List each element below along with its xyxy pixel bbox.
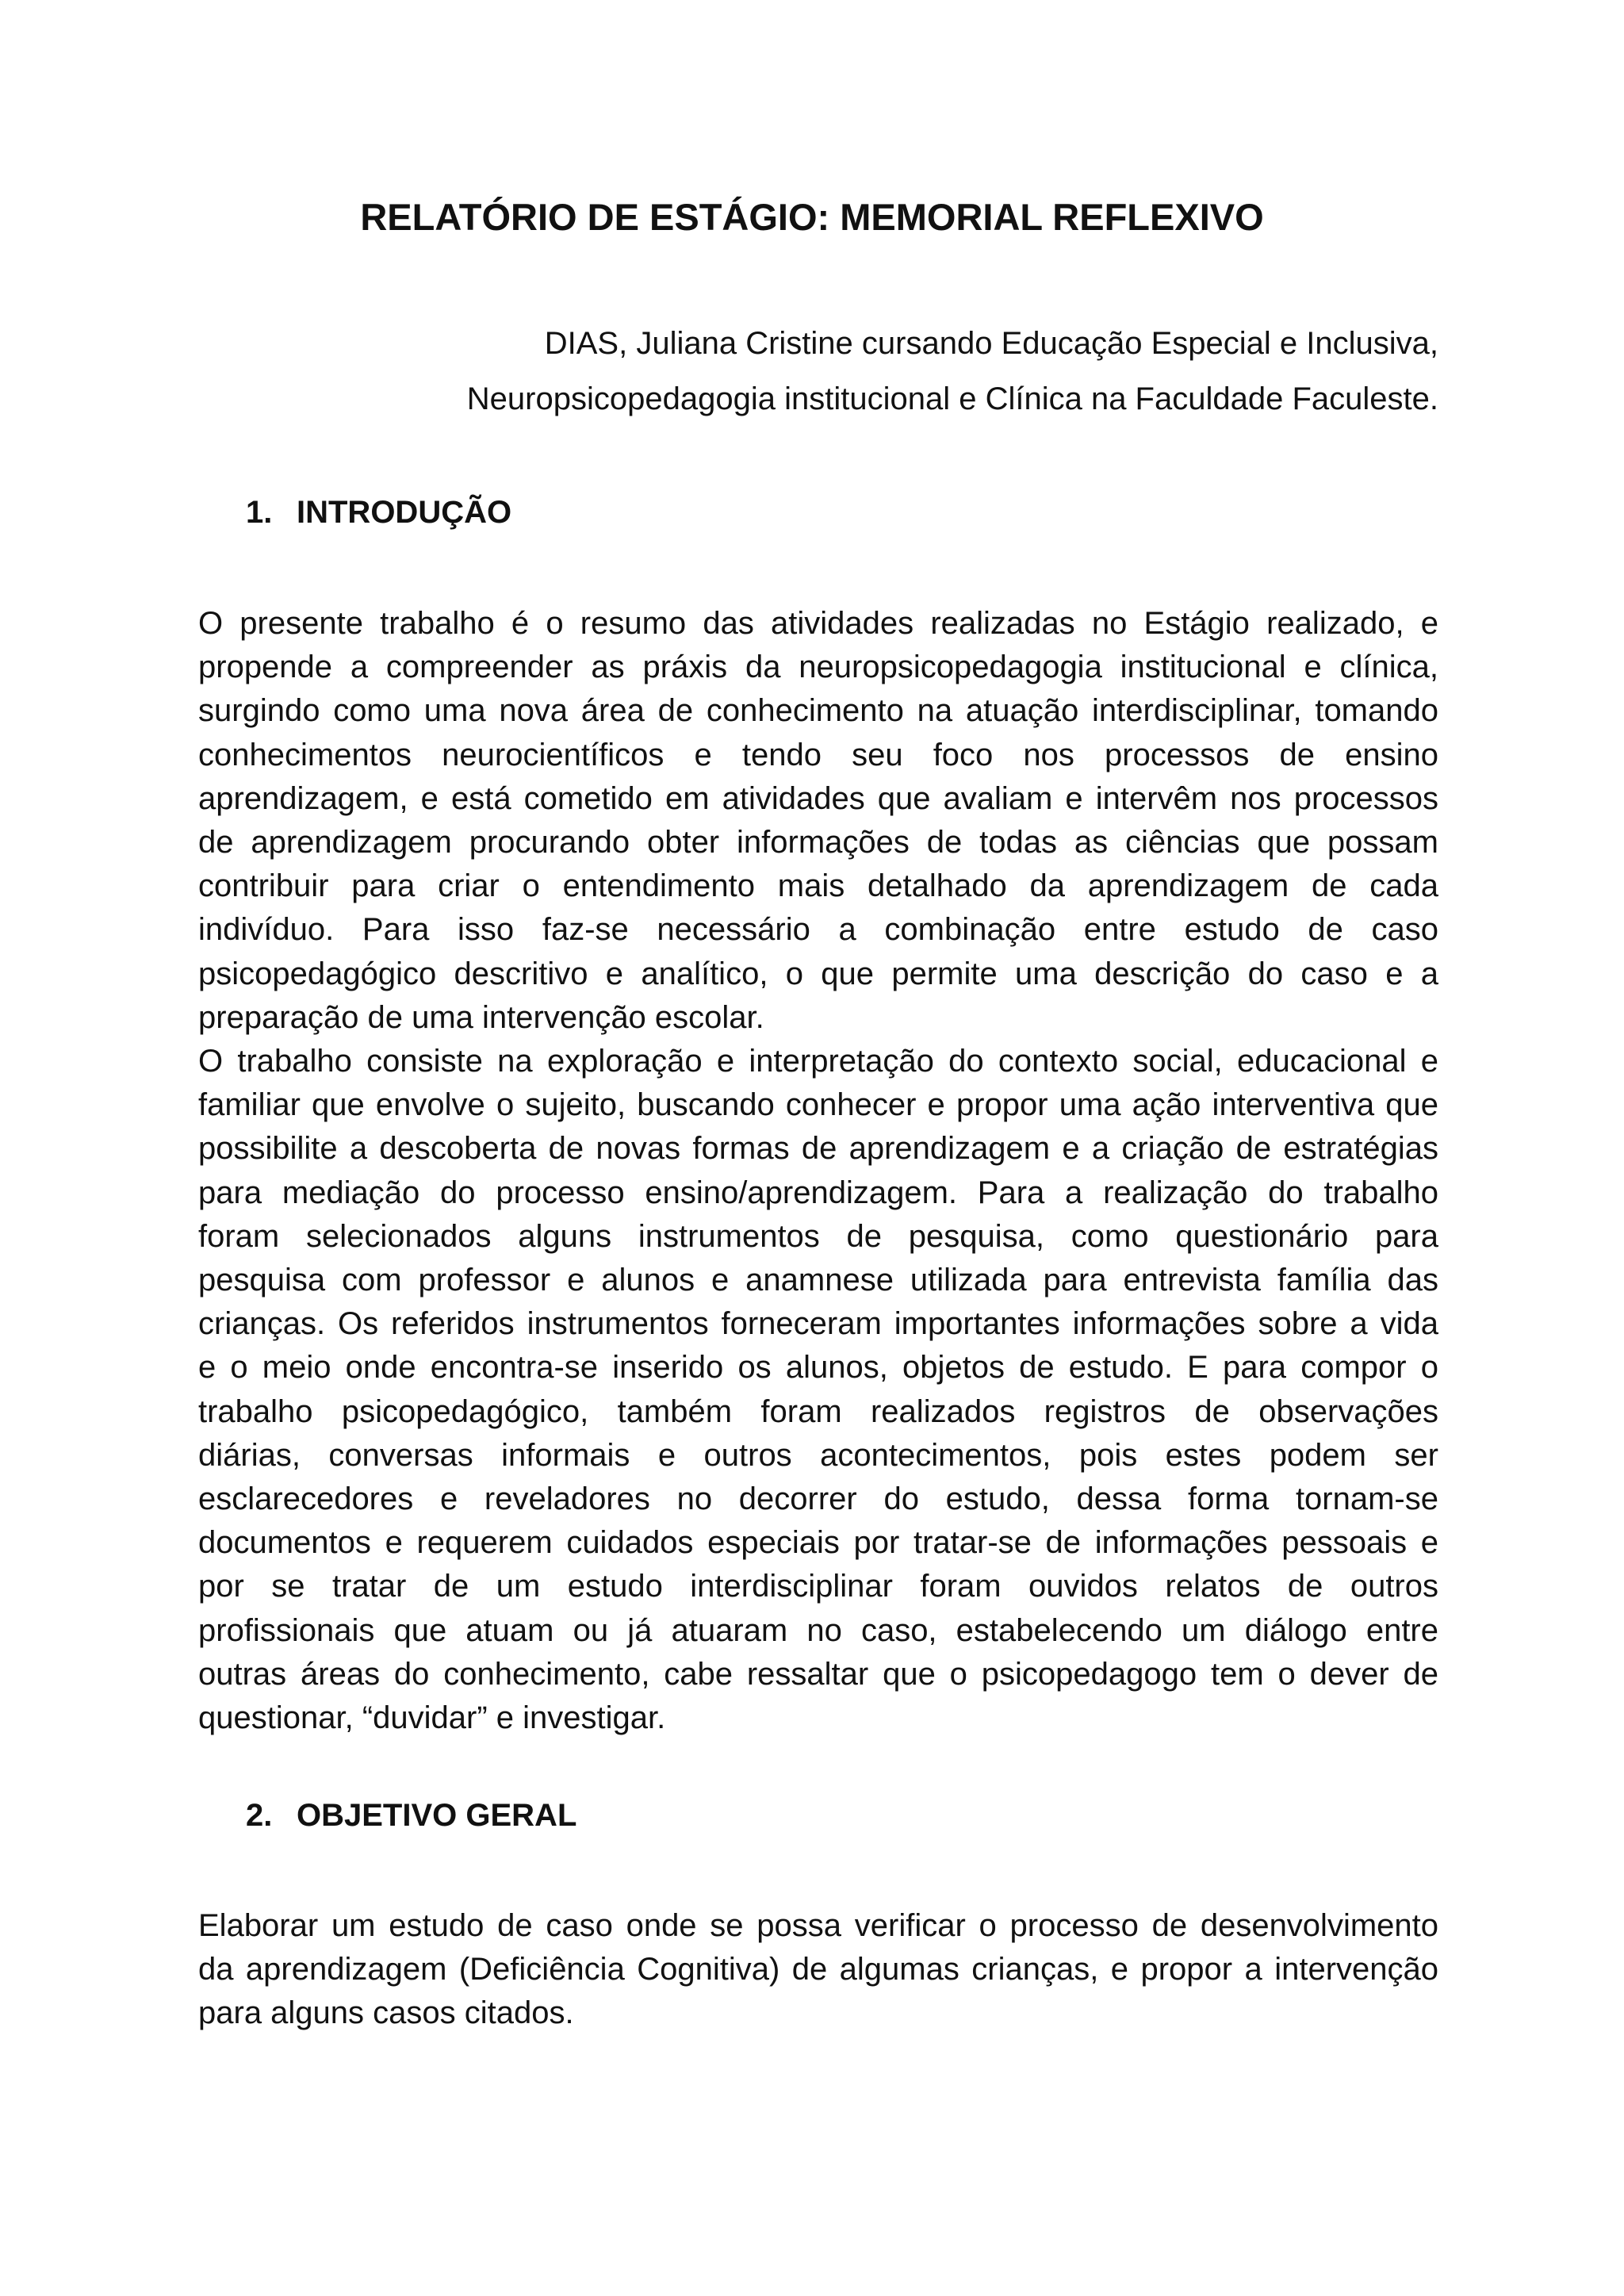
text-line: para mediação do processo ensino/aprendizagem. Para a realização do trabalho <box>198 1175 1438 1210</box>
text-line: O trabalho consiste na exploração e interpretação do contexto social, educacional e <box>198 1044 1438 1079</box>
text-line: O presente trabalho é o resumo das atividades realizadas no Estágio realizado, e <box>198 606 1438 641</box>
text-line: questionar, “duvidar” e investigar. <box>198 1700 666 1736</box>
text-line: trabalho psicopedagógico, também foram realizados registros de observações <box>198 1393 1438 1429</box>
text-line: para alguns casos citados. <box>198 1995 574 2031</box>
document-title: RELATÓRIO DE ESTÁGIO: MEMORIAL REFLEXIVO <box>360 196 1264 238</box>
text-line: conhecimentos neurocientíficos e tendo seu foco nos processos de ensino <box>198 737 1438 772</box>
text-line: pesquisa com professor e alunos e anamnese utilizada para entrevista família das <box>198 1263 1438 1298</box>
section-heading-objetivo-geral <box>246 1793 576 1838</box>
text-line: surgindo como uma nova área de conhecimento na atuação interdisciplinar, tomando <box>198 693 1438 729</box>
section-title: OBJETIVO GERAL <box>297 1798 577 1833</box>
author-line: DIAS, Juliana Cristine cursando Educação Especial e Inclusiva, <box>544 326 1438 361</box>
paragraph-introducao-1 <box>198 602 1438 1040</box>
text-line: preparação de uma intervenção escolar. <box>198 999 764 1035</box>
paragraph-objetivo-geral <box>198 1904 1438 2036</box>
text-line: diárias, conversas informais e outros acontecimentos, pois estes podem ser <box>198 1437 1438 1473</box>
text-line: Elaborar um estudo de caso onde se possa verificar o processo de desenvolvimento <box>198 1908 1438 1943</box>
text-line: foram selecionados alguns instrumentos de pesquisa, como questionário para <box>198 1218 1438 1254</box>
author-block <box>170 316 1438 427</box>
text-line: da aprendizagem (Deficiência Cognitiva) de algumas crianças, e propor a intervenção <box>198 1952 1438 1987</box>
section-heading-introducao <box>246 490 511 535</box>
text-line: e o meio onde encontra-se inserido os alunos, objetos de estudo. E para compor o <box>198 1350 1438 1386</box>
text-line: documentos e requerem cuidados especiais por tratar-se de informações pessoais e <box>198 1525 1438 1561</box>
text-line: esclarecedores e reveladores no decorrer do estudo, dessa forma tornam-se <box>198 1481 1438 1517</box>
section-number: 1. <box>246 495 273 530</box>
text-line: por se tratar de um estudo interdisciplinar foram ouvidos relatos de outros <box>198 1569 1438 1604</box>
section-title: INTRODUÇÃO <box>297 495 512 530</box>
text-line: indivíduo. Para isso faz-se necessário a combinação entre estudo de caso <box>198 912 1438 948</box>
text-line: familiar que envolve o sujeito, buscando conhecer e propor uma ação interventiva que <box>198 1087 1438 1123</box>
text-line: de aprendizagem procurando obter informações de todas as ciências que possam <box>198 825 1438 861</box>
author-line: Neuropsicopedagogia institucional e Clínica na Faculdade Faculeste. <box>466 381 1438 416</box>
text-line: propende a compreender as práxis da neuropsicopedagogia institucional e clínica, <box>198 650 1438 685</box>
text-line: possibilite a descoberta de novas formas de aprendizagem e a criação de estratégias <box>198 1131 1438 1167</box>
text-line: aprendizagem, e está cometido em atividades que avaliam e intervêm nos processos <box>198 780 1438 816</box>
paragraph-introducao-2 <box>198 1040 1438 1740</box>
text-line: contribuir para criar o entendimento mais detalhado da aprendizagem de cada <box>198 868 1438 904</box>
text-line: outras áreas do conhecimento, cabe ressaltar que o psicopedagogo tem o dever de <box>198 1656 1438 1692</box>
text-line: crianças. Os referidos instrumentos forneceram importantes informações sobre a vida <box>198 1306 1438 1342</box>
text-line: psicopedagógico descritivo e analítico, o que permite uma descrição do caso e a <box>198 956 1438 991</box>
section-number: 2. <box>246 1798 273 1833</box>
text-line: profissionais que atuam ou já atuaram no caso, estabelecendo um diálogo entre <box>198 1612 1438 1648</box>
